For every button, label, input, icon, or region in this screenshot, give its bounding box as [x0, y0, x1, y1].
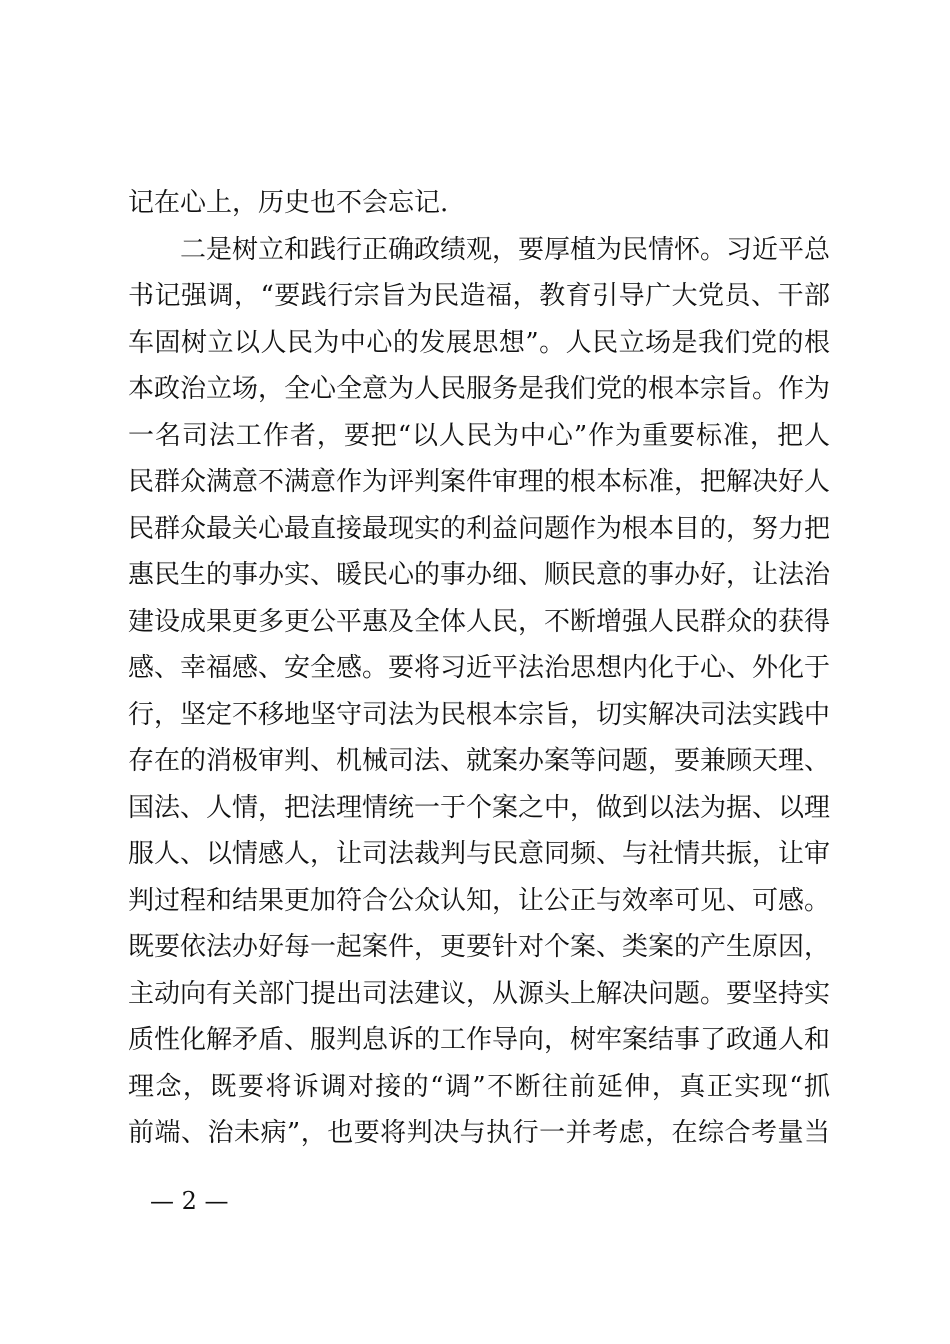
- text-line: 判过程和结果更加符合公众认知，让公正与效率可见、可感。: [128, 885, 830, 916]
- body-text: [128, 180, 830, 1157]
- text-line: 民群众最关心最直接最现实的利益问题作为根本目的，努力把: [128, 513, 830, 544]
- text-line: 主动向有关部门提出司法建议，从源头上解决问题。要坚持实: [128, 978, 830, 1009]
- paragraph-first-line: 二是树立和践行正确政绩观，要厚植为民情怀。习近平总: [180, 234, 830, 265]
- text-line: 国法、人情，把法理情统一于个案之中，做到以法为据、以理: [128, 792, 830, 823]
- text-line: 行，坚定不移地坚守司法为民根本宗旨，切实解决司法实践中: [128, 699, 830, 730]
- text-line: 车固树立以人民为中心的发展思想”。人民立场是我们党的根: [128, 327, 830, 358]
- text-line: 书记强调，“要践行宗旨为民造福，教育引导广大党员、干部: [128, 281, 830, 311]
- text-line: 民群众满意不满意作为评判案件审理的根本标准，把解决好人: [128, 467, 830, 497]
- text-line: 服人、以情感人，让司法裁判与民意同频、与社情共振，让审: [128, 839, 830, 869]
- text-line: 建设成果更多更公平惠及全体人民，不断增强人民群众的获得: [128, 606, 830, 637]
- text-line: 本政治立场，全心全意为人民服务是我们党的根本宗旨。作为: [128, 374, 830, 404]
- text-line: 感、幸福感、安全感。要将习近平法治思想内化于心、外化于: [128, 653, 830, 683]
- text-line: 质性化解矛盾、服判息诉的工作导向，树牢案结事了政通人和: [128, 1025, 830, 1055]
- page-number: — 2 —: [150, 1187, 229, 1215]
- text-line: 一名司法工作者，要把“以人民为中心”作为重要标准，把人: [128, 420, 830, 451]
- text-line: 理念，既要将诉调对接的“调”不断往前延伸，真正实现“抓: [128, 1071, 830, 1102]
- text-line: 存在的消极审判、机械司法、就案办案等问题，要兼顾天理、: [128, 746, 830, 776]
- text-line: 前端、治未病”，也要将判决与执行一并考虑，在综合考量当: [128, 1118, 830, 1148]
- text-line: 既要依法办好每一起案件，更要针对个案、类案的产生原因，: [128, 932, 830, 962]
- text-line: 惠民生的事办实、暖民心的事办细、顺民意的事办好，让法治: [128, 560, 830, 590]
- text-line: 记在心上，历史也不会忘记.: [128, 188, 449, 218]
